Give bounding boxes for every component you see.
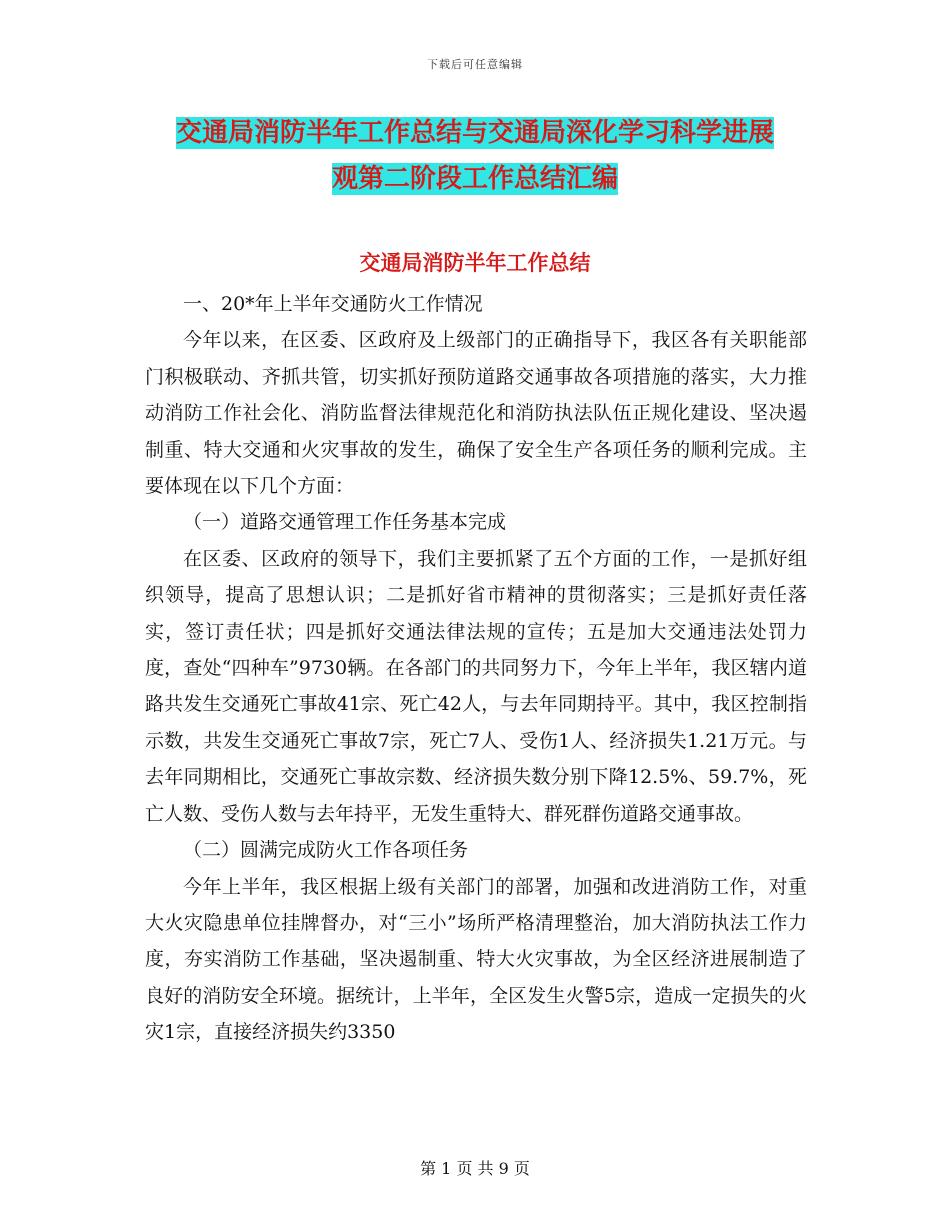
document-title [140, 110, 810, 202]
paragraph-heading-1: 一、20*年上半年交通防火工作情况 [183, 293, 483, 315]
page-number: 第 1 页 共 9 页 [420, 1159, 530, 1178]
paragraph: 今年以来，在区委、区政府及上级部门的正确指导下，我区各有关职能部门积极联动、齐抓共管，切实抓好预防道路交通事故各项措施的落实，大力推动消防工作社会化、消防监督法律规范化和消防执法队伍正规化建设、坚决遏制重、特大交通和火灾事故的发生，确保了安全生产各项任务的顺利完成。主要体现在以下几个方面： [145, 329, 807, 498]
document-title-line-1: 交通局消防半年工作总结与交通局深化学习科学进展 [175, 118, 774, 148]
paragraph: 在区委、区政府的领导下，我们主要抓紧了五个方面的工作，一是抓好组织领导，提高了思想认识；二是抓好省市精神的贯彻落实；三是抓好责任落实，签订责任状；四是抓好交通法律法规的宣传；五是加大交通违法处罚力度，查处“四种车”9730辆。在各部门的共同努力下，今年上半年，我区辖内道路共发生交通死亡事故41宗、死亡42人，与去年同期持平。其中，我区控制指示数，共发生交通死亡事故7宗，死亡7人、受伤1人、经济损失1.21万元。与去年同期相比，交通死亡事故宗数、经济损失数分别下降12.5%、59.7%，死亡人数、受伤人数与去年持平，无发生重特大、群死群伤道路交通事故。 [145, 547, 807, 825]
paragraph-subheading-1: （一）道路交通管理工作任务基本完成 [183, 511, 507, 534]
paragraph: 今年上半年，我区根据上级有关部门的部署，加强和改进消防工作，对重大火灾隐患单位挂牌督办，对“三小”场所严格清理整治，加大消防执法工作力度，夯实消防工作基础，坚决遏制重、特大火灾事故，为全区经济进展制造了良好的消防安全环境。据统计，上半年，全区发生火警5宗，造成一定损失的火灾1宗，直接经济损失约3350 [145, 875, 807, 1044]
document-body [145, 286, 807, 1051]
document-title-line-2: 观第二阶段工作总结汇编 [331, 164, 618, 194]
paragraph-subheading-2: （二）圆满完成防火工作各项任务 [183, 839, 469, 862]
section-title: 交通局消防半年工作总结 [359, 251, 591, 275]
header-note: 下载后可任意编辑 [427, 58, 523, 71]
